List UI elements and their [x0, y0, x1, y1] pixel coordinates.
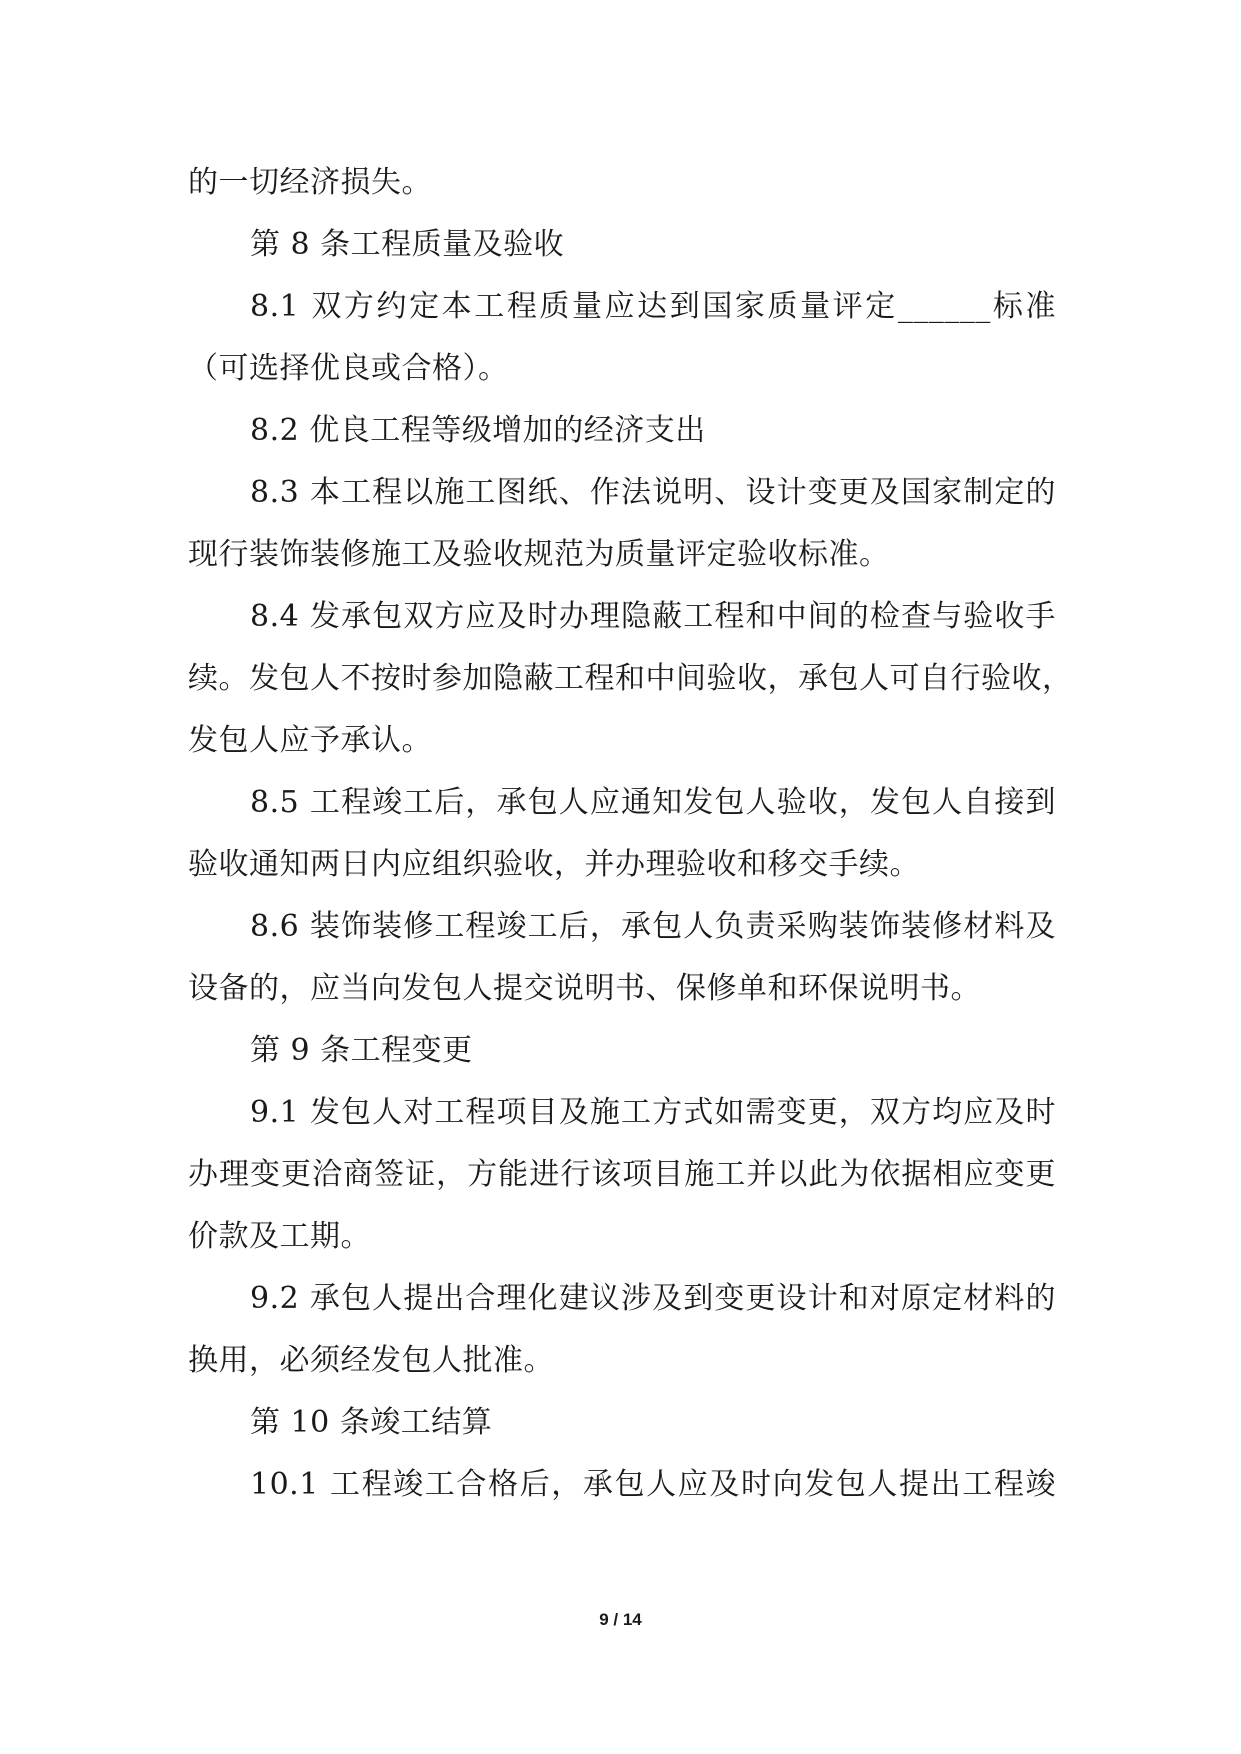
- clause-line: （可选择优良或合格）。: [188, 351, 509, 386]
- clause-line: 续。发包人不按时参加隐蔽工程和中间验收，承包人可自行验收，: [188, 661, 1073, 696]
- article-heading: 第 9 条工程变更: [250, 1033, 473, 1068]
- article-heading: 第 10 条竣工结算: [250, 1405, 493, 1440]
- clause-line: 8.1 双方约定本工程质量应达到国家质量评定______标准: [250, 289, 1056, 324]
- clause-line: 换用，必须经发包人批准。: [188, 1343, 554, 1378]
- page-number: 9 / 14: [599, 1610, 642, 1629]
- clause-line: 价款及工期。: [188, 1219, 371, 1254]
- text-line: 的一切经济损失。: [188, 165, 432, 200]
- clause-line: 10.1 工程竣工合格后，承包人应及时向发包人提出工程竣: [250, 1467, 1056, 1502]
- clause-line: 8.6 装饰装修工程竣工后，承包人负责采购装饰装修材料及: [250, 909, 1056, 944]
- clause-line: 9.1 发包人对工程项目及施工方式如需变更，双方均应及时: [250, 1095, 1056, 1130]
- clause-line: 发包人应予承认。: [188, 723, 432, 758]
- clause-line: 8.3 本工程以施工图纸、作法说明、设计变更及国家制定的: [250, 475, 1056, 510]
- clause-line: 9.2 承包人提出合理化建议涉及到变更设计和对原定材料的: [250, 1281, 1056, 1316]
- clause-line: 8.4 发承包双方应及时办理隐蔽工程和中间的检查与验收手: [250, 599, 1056, 634]
- clause-line: 验收通知两日内应组织验收，并办理验收和移交手续。: [188, 847, 920, 882]
- clause-line: 设备的，应当向发包人提交说明书、保修单和环保说明书。: [188, 971, 981, 1006]
- clause-line: 8.5 工程竣工后，承包人应通知发包人验收，发包人自接到: [250, 785, 1056, 820]
- clause-line: 现行装饰装修施工及验收规范为质量评定验收标准。: [188, 537, 890, 572]
- body-text: [188, 152, 1073, 1516]
- article-heading: 第 8 条工程质量及验收: [250, 227, 565, 262]
- clause-line: 办理变更洽商签证，方能进行该项目施工并以此为依据相应变更: [188, 1157, 1056, 1192]
- clause-line: 8.2 优良工程等级增加的经济支出: [250, 413, 706, 448]
